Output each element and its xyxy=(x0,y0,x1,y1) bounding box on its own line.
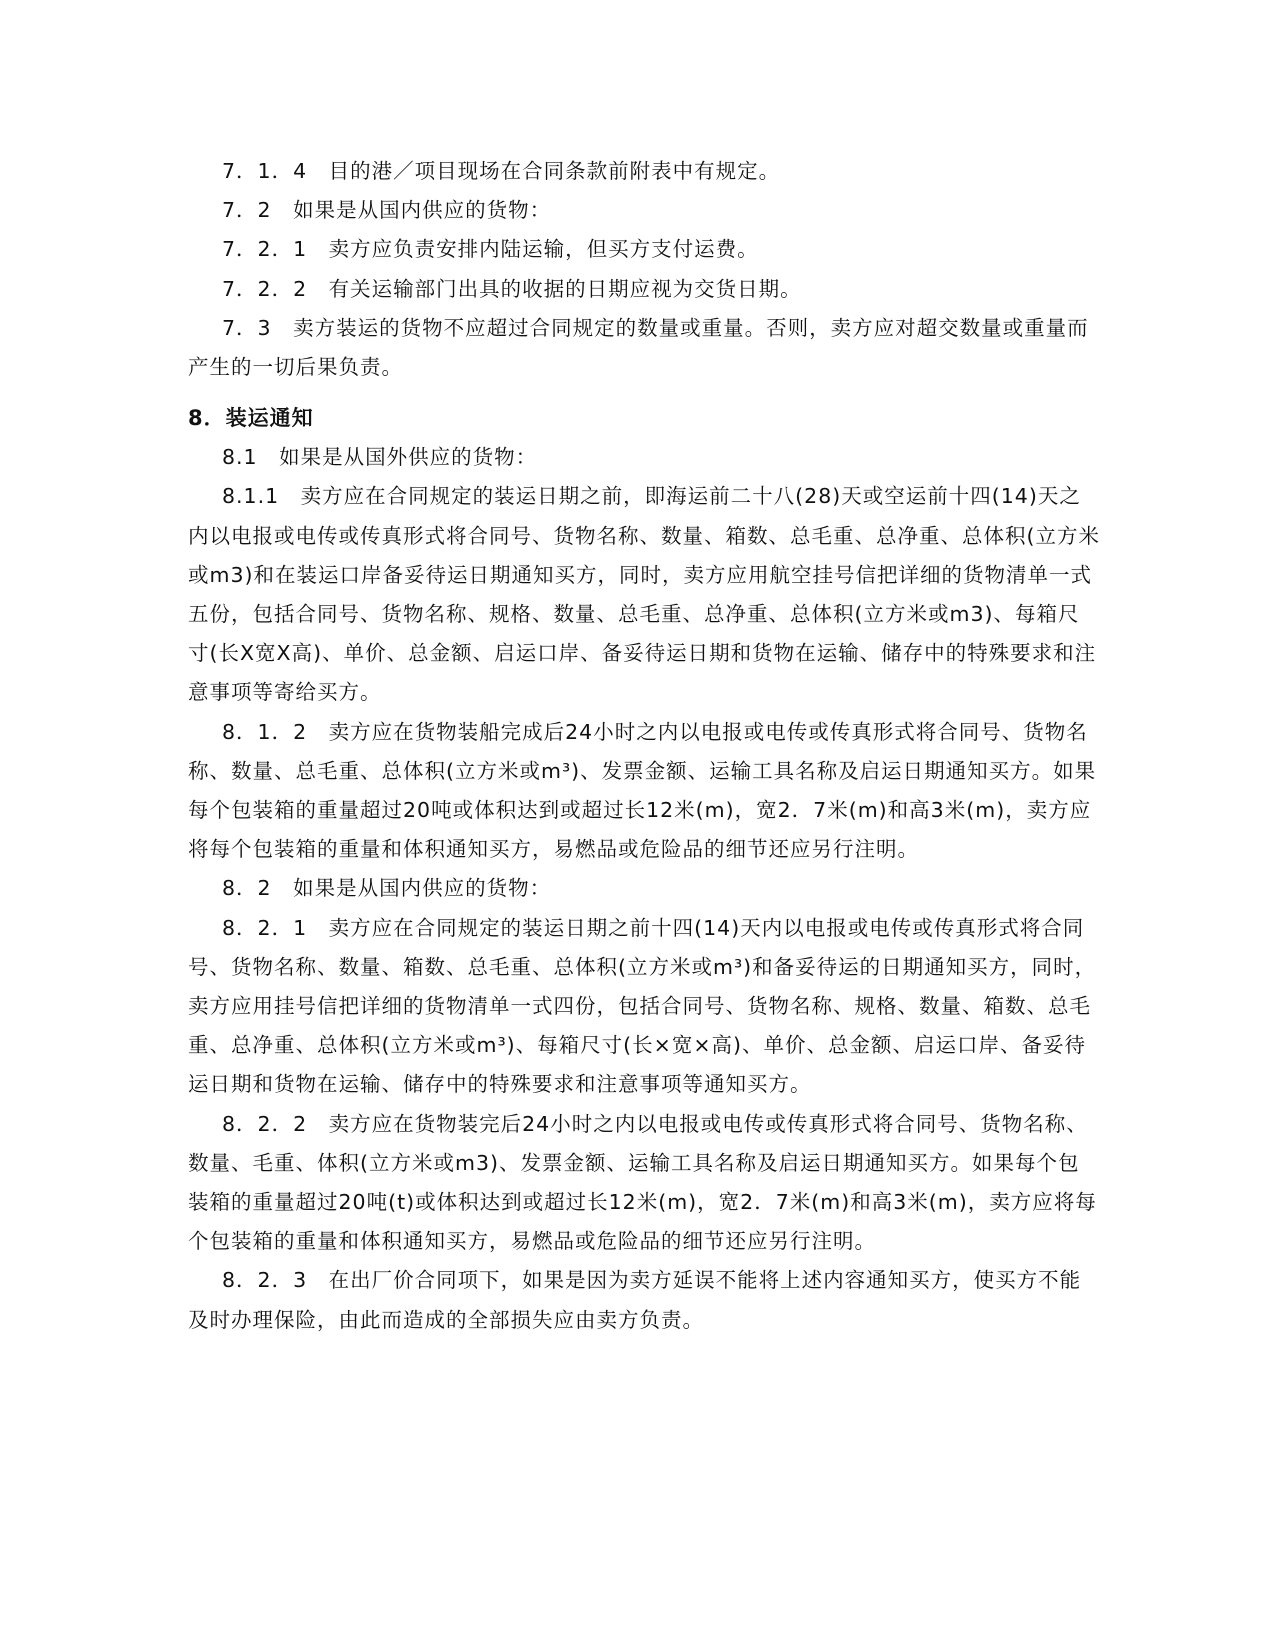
clause-8-1: 8.1 如果是从国外供应的货物： xyxy=(222,445,538,470)
clause-7-2: 7．2 如果是从国内供应的货物： xyxy=(222,198,552,223)
clause-8-1-1: 8.1.1 卖方应在合同规定的装运日期之前，即海运前二十八(28)天或空运前十四(14)天之内以电报或电传或传真形式将合同号、货物名称、数量、箱数、总毛重、总净重、总体积(立方米或m3)和在装运口岸备妥待运日期通知买方，同时，卖方应用航空挂号信把详细的货物清单一式五份，包括合同号、货物名称、规格、数量、总毛重、总净重、总体积(立方米或m3)、每箱尺寸(长X宽X高)、单价、总金额、启运口岸、备妥待运日期和货物在运输、储存中的特殊要求和注意事项等寄给买方。 xyxy=(188,484,1100,705)
clause-7-2-2: 7．2．2 有关运输部门出具的收据的日期应视为交货日期。 xyxy=(222,276,802,301)
clause-7-2-1: 7．2．1 卖方应负责安排内陆运输，但买方支付运费。 xyxy=(222,237,759,262)
clause-8-2-1: 8．2．1 卖方应在合同规定的装运日期之前十四(14)天内以电报或电传或传真形式将合同号、货物名称、数量、箱数、总毛重、总体积(立方米或m³)和备妥待运的日期通知买方，同时，卖方应用挂号信把详细的货物清单一式四份，包括合同号、货物名称、规格、数量、箱数、总毛重、总净重、总体积(立方米或m³)、每箱尺寸(长×宽×高)、单价、总金额、启运口岸、备妥待运日期和货物在运输、储存中的特殊要求和注意事项等通知买方。 xyxy=(188,915,1097,1097)
document-body xyxy=(188,152,1100,1340)
clause-8-2-3: 8．2．3 在出厂价合同项下，如果是因为卖方延误不能将上述内容通知买方，使买方不能及时办理保险，由此而造成的全部损失应由卖方负责。 xyxy=(188,1268,1082,1332)
section-heading-8: 8．装运通知 xyxy=(188,406,314,431)
clause-8-2-2: 8．2．2 卖方应在货物装完后24小时之内以电报或电传或传真形式将合同号、货物名称、数量、毛重、体积(立方米或m3)、发票金额、运输工具名称及启运日期通知买方。如果每个包装箱的重量超过20吨(t)或体积达到或超过长12米(m)，宽2．7米(m)和高3米(m)，卖方应将每个包装箱的重量和体积通知买方，易燃品或危险品的细节还应另行注明。 xyxy=(188,1111,1097,1254)
clause-8-1-2: 8．1．2 卖方应在货物装船完成后24小时之内以电报或电传或传真形式将合同号、货物名称、数量、总毛重、总体积(立方米或m³)、发票金额、运输工具名称及启运日期通知买方。如果每个包装箱的重量超过20吨或体积达到或超过长12米(m)，宽2．7米(m)和高3米(m)，卖方应将每个包装箱的重量和体积通知买方，易燃品或危险品的细节还应另行注明。 xyxy=(188,719,1097,862)
clause-7-3: 7．3 卖方装运的货物不应超过合同规定的数量或重量。否则，卖方应对超交数量或重量而产生的一切后果负责。 xyxy=(188,315,1089,380)
clause-8-2: 8．2 如果是从国内供应的货物： xyxy=(222,876,552,901)
clause-7-1-4: 7．1．4 目的港／项目现场在合同条款前附表中有规定。 xyxy=(222,159,781,183)
